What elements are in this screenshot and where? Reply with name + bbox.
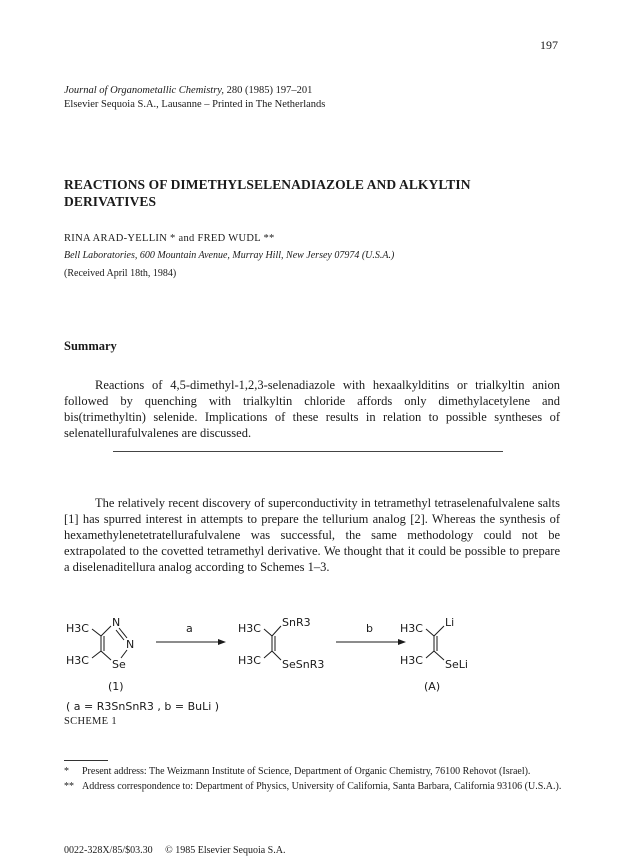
ca-h3c-bottom xyxy=(400,654,423,667)
summary-heading: Summary xyxy=(64,339,117,353)
journal-name: Journal of Organometallic Chemistry, xyxy=(64,85,225,96)
authors: RINA ARAD-YELLIN * and FRED WUDL ** xyxy=(64,233,275,244)
c1-label: (1) xyxy=(108,680,124,693)
c1-h3c-top xyxy=(66,622,89,635)
publisher-line: Elsevier Sequoia S.A., Lausanne – Printed in The Netherlands xyxy=(64,99,326,110)
footnotes xyxy=(64,765,564,795)
footnote-1 xyxy=(64,765,564,779)
ca-seli: SeLi xyxy=(445,658,468,671)
c2-h3c-top-text: H3C xyxy=(238,622,261,635)
ca-li: Li xyxy=(445,616,455,629)
footnote-2 xyxy=(64,780,564,794)
scheme-legend: ( a = R3SnSnR3 , b = BuLi ) xyxy=(66,700,220,712)
ca-label: (A) xyxy=(424,680,441,693)
ca-h3c-bottom-text: H3C xyxy=(400,654,423,667)
ca-bonds xyxy=(426,626,444,660)
arrow-a-label: a xyxy=(186,622,193,635)
c1-h3c-bottom-text: H3C xyxy=(66,654,89,667)
title-line-1: REACTIONS OF DIMETHYLSELENADIAZOLE AND ALKYLTIN xyxy=(64,177,471,192)
arrow-a xyxy=(156,639,226,645)
journal-citation xyxy=(64,84,325,112)
c2-h3c-top xyxy=(238,622,261,635)
c2-h3c-bottom-text: H3C xyxy=(238,654,261,667)
footnote-2-mark: ** xyxy=(64,781,74,792)
footnote-2-text: Address correspondence to: Department of Physics, University of California, Santa Barbara, California 93106 (U.S.A.). xyxy=(82,781,562,792)
c2-sesnr3: SeSnR3 xyxy=(282,658,325,671)
c2-bonds xyxy=(264,626,281,660)
arrow-b xyxy=(336,639,406,645)
ca-h3c-top-text: H3C xyxy=(400,622,423,635)
received-date: (Received April 18th, 1984) xyxy=(64,268,177,279)
c2-h3c-bottom xyxy=(238,654,261,667)
footnote-rule xyxy=(64,760,108,761)
c2-snr3: SnR3 xyxy=(282,616,311,629)
summary-paragraph: Reactions of 4,5-dimethyl-1,2,3-selenadiazole with hexaalkylditins or trialkyltin anion followed by quenching with trialkyltin chloride affords only dimethylacetylene and bis(trimethyltin) selenide. Implications of these results in relation to possible syntheses of selenatellurafulvalenes are discussed. xyxy=(64,378,560,440)
page-number: 197 xyxy=(540,38,558,52)
c1-n-top: N xyxy=(112,616,121,629)
ca-h3c-top xyxy=(400,622,423,635)
c1-bonds xyxy=(92,626,127,660)
c1-se: Se xyxy=(112,658,126,671)
title-line-2: DERIVATIVES xyxy=(64,194,157,209)
summary-text xyxy=(64,377,560,441)
footnote-1-text: Present address: The Weizmann Institute of Science, Department of Organic Chemistry, 76100 Rehovot (Israel). xyxy=(82,766,531,777)
article-title xyxy=(64,176,504,210)
section-divider xyxy=(113,451,503,452)
c1-h3c-bottom xyxy=(66,654,89,667)
body-text xyxy=(64,495,560,575)
copyright-line: 0022-328X/85/$03.30 © 1985 Elsevier Sequoia S.A. xyxy=(64,845,286,856)
c1-h3c-top-text: H3C xyxy=(66,622,89,635)
arrow-b-label: b xyxy=(366,622,373,635)
c1-n-right: N xyxy=(126,638,135,651)
footnote-1-mark: * xyxy=(64,766,69,777)
body-paragraph: The relatively recent discovery of superconductivity in tetramethyl tetraselenafulvalene salts [1] has spurred interest in attempts to prepare the tellurium analog [2]. Whereas the synthesis of hexamethylenetetratellurafulvalene was successful, the same methodology could not be extrapolated to the covetted tetramethyl derivative. We thought that it could be possible to prepare a diselenaditellura analog according to Schemes 1–3. xyxy=(64,496,560,574)
journal-volume: 280 (1985) 197–201 xyxy=(224,85,313,96)
scheme-1-diagram xyxy=(60,612,500,712)
scheme-caption: SCHEME 1 xyxy=(64,716,117,727)
affiliation: Bell Laboratories, 600 Mountain Avenue, Murray Hill, New Jersey 07974 (U.S.A.) xyxy=(64,250,395,261)
